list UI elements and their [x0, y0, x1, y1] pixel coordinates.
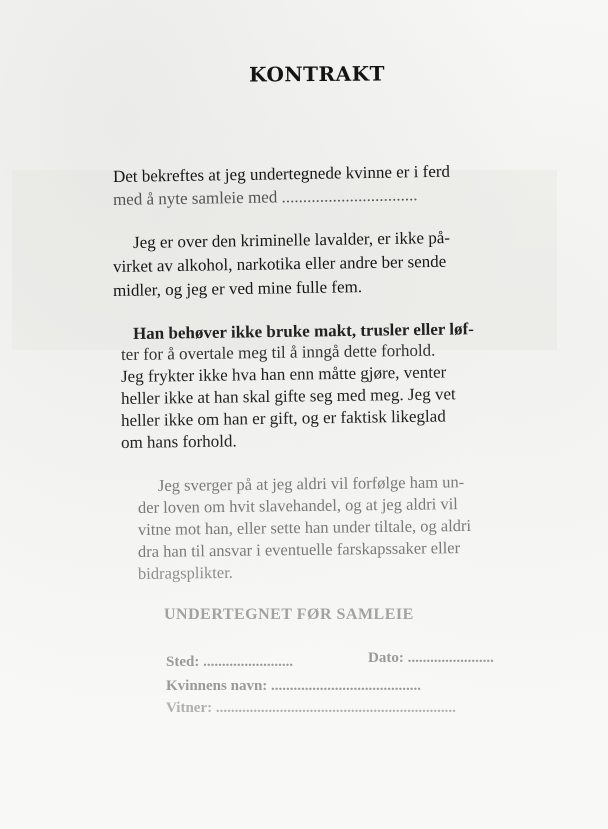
paragraph2-line3: midler, og jeg er ved mine fulle fem.: [112, 277, 363, 300]
document-title: KONTRAKT: [248, 61, 386, 87]
witness-field-label: Vitner: ................................................................: [166, 700, 456, 716]
paragraph1-line1: Det bekreftes at jeg undertegnede kvinne er i ferd: [112, 161, 451, 186]
paragraph4-line1: Jeg sverger på at jeg aldri vil forfølge ham un-: [157, 472, 465, 495]
paragraph3-line2: ter for å overtale meg til å inngå dette forhold.: [120, 340, 436, 364]
paragraph4-line2: der loven om hvit slavehandel, og at jeg aldri vil: [137, 494, 458, 517]
paragraph3-line3: Jeg frykter ikke hva han enn måtte gjøre, venter: [120, 362, 447, 386]
signature-heading: UNDERTEGNET FØR SAMLEIE: [164, 606, 414, 623]
paragraph4-line4: dra han til ansvar i eventuelle farskapssaker eller: [137, 538, 461, 561]
paragraph2-line2: virket av alkohol, narkotika eller andre ber sende: [112, 251, 447, 276]
paragraph1-line2: med å nyte samleie med ................................: [112, 185, 418, 209]
place-field-label: Sted: ........................: [166, 654, 294, 670]
paragraph3-line5: heller ikke om han er gift, og er faktisk likeglad: [120, 406, 446, 430]
paragraph3-line6: om hans forhold.: [120, 431, 237, 452]
paragraph4-line3: vitne mot han, eller sette han under tiltale, og aldri: [137, 515, 472, 539]
date-field-label: Dato: .......................: [368, 650, 494, 666]
name-field-label: Kvinnens navn: ........................................: [166, 678, 422, 694]
paragraph3-line4: heller ikke at han skal gifte seg med meg. Jeg vet: [120, 384, 456, 408]
paragraph3-line1: Han behøver ikke bruke makt, trusler eller løf-: [132, 319, 475, 343]
paragraph2-line1: Jeg er over den kriminelle lavalder, er ikke på-: [132, 228, 451, 252]
paragraph4-line5: bidragsplikter.: [137, 562, 233, 583]
